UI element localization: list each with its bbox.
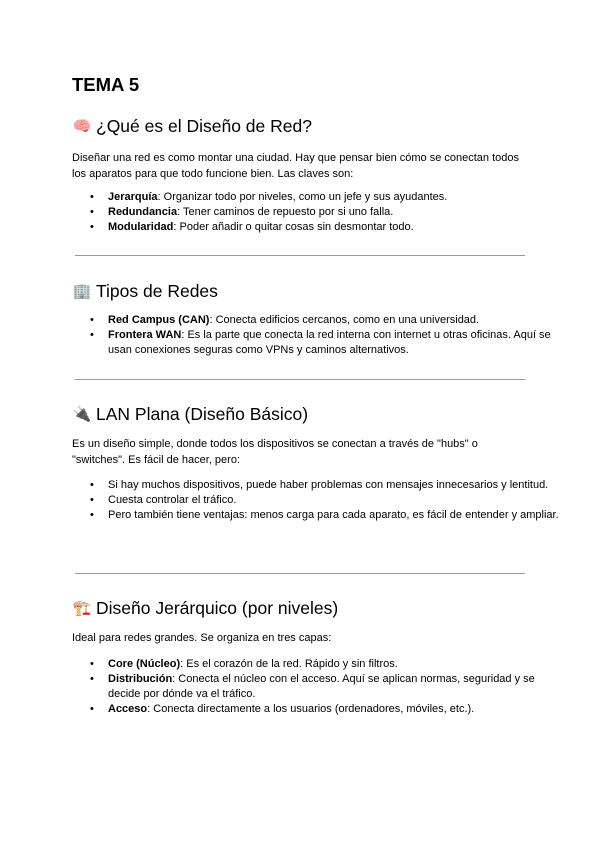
document-title: TEMA 5 — [72, 74, 140, 95]
list-item-term: Core (Núcleo) — [108, 658, 181, 670]
list-item: • Cuesta controlar el tráfico. — [108, 493, 560, 508]
section-intro: Diseñar una red es como montar una ciudad. Hay que pensar bien cómo se conectan todos los aparatos para que todo funcione bien. Las claves son: — [72, 152, 519, 180]
list-item-term: Jerarquía — [108, 191, 158, 203]
bullet-list — [72, 313, 560, 358]
construction-crane-icon: 🏗️ — [72, 600, 92, 617]
section-heading-text: LAN Plana (Diseño Básico) — [96, 404, 309, 424]
list-item — [108, 657, 560, 672]
electric-plug-icon: 🔌 — [72, 406, 92, 423]
list-item-term: Acceso — [108, 703, 148, 715]
brain-icon: 🧠 — [72, 118, 92, 135]
list-item-text: : Organizar todo por niveles, como un jefe y sus ayudantes. — [157, 191, 448, 203]
list-item-text: : Es la parte que conecta la red interna con internet u otras oficinas. Aquí se usan conexiones seguras como VPNs y caminos alternativos. — [108, 329, 551, 356]
list-item-text: : Conecta el núcleo con el acceso. Aquí se aplican normas, seguridad y se decide por dónde va el tráfico. — [108, 673, 535, 700]
list-item-term: Distribución — [108, 673, 173, 685]
list-item: • Si hay muchos dispositivos, puede haber problemas con mensajes innecesarios y lentitud. — [108, 478, 560, 493]
list-item-text: : Conecta edificios cercanos, como en una universidad. — [209, 314, 480, 326]
list-item-text: : Poder añadir o quitar cosas sin desmontar todo. — [173, 221, 414, 233]
list-item-term: Redundancia — [108, 206, 178, 218]
list-item-term: Modularidad — [108, 221, 174, 233]
list-item — [108, 205, 560, 220]
list-item — [108, 313, 560, 328]
section-heading-hierarchical-design — [72, 598, 338, 619]
list-item — [108, 672, 560, 702]
bullet-list — [72, 478, 560, 523]
section-divider — [75, 255, 525, 256]
list-item — [108, 220, 560, 235]
section-intro: Es un diseño simple, donde todos los dispositivos se conectan a través de "hubs" o "switches". Es fácil de hacer, pero: — [72, 438, 478, 466]
list-item: • Pero también tiene ventajas: menos carga para cada aparato, es fácil de entender y ampliar. — [108, 508, 560, 523]
list-item — [108, 190, 560, 205]
section-heading-text: ¿Qué es el Diseño de Red? — [96, 116, 312, 136]
section-heading-network-types — [72, 281, 218, 302]
list-item-term: Frontera WAN — [108, 329, 182, 341]
office-building-icon: 🏢 — [72, 283, 92, 300]
bullet-list — [72, 657, 560, 717]
list-item-text: : Es el corazón de la red. Rápido y sin filtros. — [180, 658, 398, 670]
section-heading-text: Tipos de Redes — [96, 281, 218, 301]
list-item — [108, 328, 560, 358]
list-item-text: : Tener caminos de repuesto por si uno falla. — [177, 206, 394, 218]
list-item — [108, 702, 560, 717]
section-heading-flat-lan — [72, 404, 308, 425]
section-divider — [75, 573, 525, 574]
section-heading-network-design — [72, 116, 312, 137]
bullet-list — [72, 190, 560, 235]
list-item-term: Red Campus (CAN) — [108, 314, 210, 326]
list-item-text: : Conecta directamente a los usuarios (ordenadores, móviles, etc.). — [147, 703, 475, 715]
section-heading-text: Diseño Jerárquico (por niveles) — [96, 598, 339, 618]
section-intro: Ideal para redes grandes. Se organiza en tres capas: — [72, 632, 332, 644]
section-divider — [75, 379, 525, 380]
